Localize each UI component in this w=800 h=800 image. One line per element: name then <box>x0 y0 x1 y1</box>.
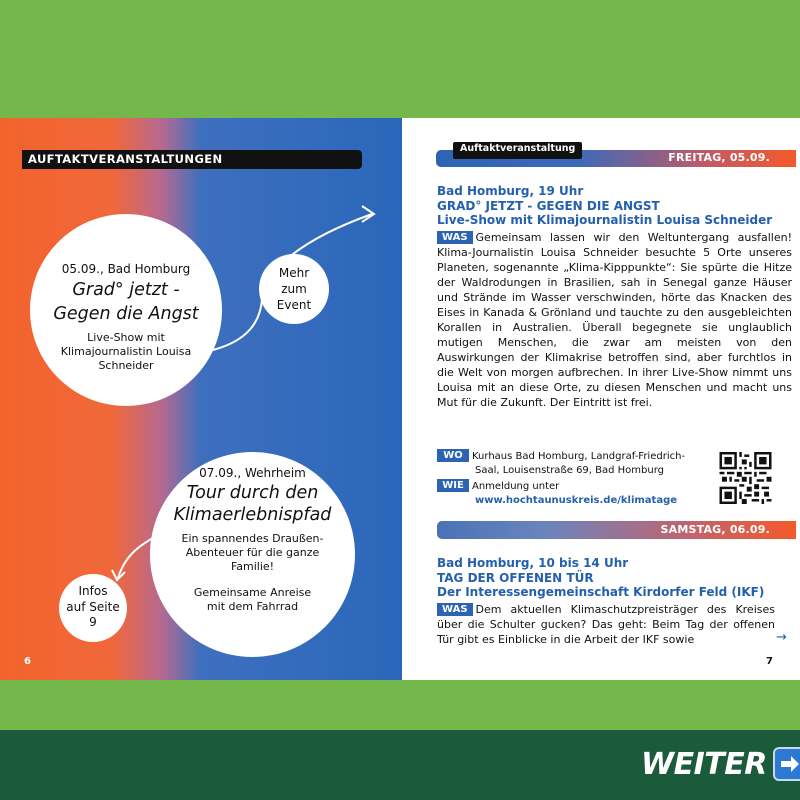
event2-circle <box>150 452 355 657</box>
wo-tag: WO <box>437 449 469 462</box>
event1-heading-title: GRAD° JETZT - GEGEN DIE ANGST <box>437 198 660 213</box>
event2-heading-location: Bad Homburg, 10 bis 14 Uhr <box>437 556 629 570</box>
weiter-label: WEITER <box>641 746 767 782</box>
event2-title: Tour durch den Klimaerlebnispfad <box>173 483 332 525</box>
event2-description: WAS Dem aktuellen Klimaschutzpreisträger des Kreises über die Schulter gucken? Das geht: Beim Tag der offenen Tür gibt es Einblicke in die Arbeit der IKF sowie <box>437 602 775 646</box>
more-event-bubble[interactable]: Mehr zum Event <box>259 254 329 324</box>
event1-details <box>437 184 792 410</box>
weiter-button[interactable] <box>641 744 800 784</box>
was-tag: WAS <box>437 231 473 244</box>
tag-auftaktveranstaltung: Auftaktveranstaltung <box>453 142 582 159</box>
was-tag-2: WAS <box>437 603 473 616</box>
info-page-bubble[interactable]: Infos auf Seite 9 <box>59 574 127 642</box>
page-number-right: 7 <box>766 656 773 667</box>
event1-subtitle: Live-Show mit Klimajournalistin Louisa Schneider <box>60 331 192 372</box>
event2-details <box>437 556 792 647</box>
event1-description: WAS Gemeinsam lassen wir den Weltuntergang ausfallen! Klima-Journalistin Louisa Schneider besuchte 5 Orte unseres Planeten, sogenannte „Klima-Kipppunkte“: Sie spürte die Hitze der Waldrodungen in Brasilien, sah in Senegal ganze Häuser und Strände im Wasser verschwinden, hörte das Knacken des Eises in Kanada & Grönland und tauchte zu den ausgebleichten Korallen in Australien. Überall begegnete sie unglaublich mutigen Menschen, die zwar am meisten von den Auswirkungen der Klimakrise betroffen sind, aber furchtlos in die Welt von morgen aufbrechen. In ihrer Live-Show nimmt uns Louisa mit an diese Orte, zu diesen Menschen und macht uns Mut für die Zukunft. Der Eintritt ist frei. <box>437 230 792 409</box>
date-friday: FREITAG, 05.09. <box>668 151 770 164</box>
wie-tag: WIE <box>437 479 469 492</box>
event1-title: Grad° jetzt - Gegen die Angst <box>53 280 199 324</box>
arrow-right-icon: → <box>776 630 787 645</box>
event2-date: 07.09., Wehrheim <box>199 466 306 480</box>
event1-circle <box>30 214 222 406</box>
qr-code-icon[interactable] <box>718 452 773 504</box>
arrow-right-icon <box>773 747 800 781</box>
arrowhead-right-icon <box>362 206 374 222</box>
page-number-left: 6 <box>24 656 31 667</box>
event2-heading-title: TAG DER OFFENEN TÜR <box>437 570 594 585</box>
date-saturday: SAMSTAG, 06.09. <box>660 523 770 536</box>
event1-date: 05.09., Bad Homburg <box>61 262 191 276</box>
event1-heading-subtitle: Live-Show mit Klimajournalistin Louisa Schneider <box>437 213 773 227</box>
wie-row: WIE Anmeldung unter www.hochtaunuskreis.de/klimatage <box>437 479 677 508</box>
registration-link[interactable]: www.hochtaunuskreis.de/klimatage <box>475 495 678 506</box>
section-bar: AUFTAKTVERANSTALTUNGEN <box>22 150 362 169</box>
event2-heading-subtitle: Der Interessengemeinschaft Kirdorfer Feld (IKF) <box>437 585 765 599</box>
event2-note: Gemeinsame Anreise mit dem Fahrrad <box>193 586 312 613</box>
wo-row: WO Kurhaus Bad Homburg, Landgraf-Friedrich- Saal, Louisenstraße 69, Bad Homburg <box>437 449 685 478</box>
event1-heading-location: Bad Homburg, 19 Uhr <box>437 184 584 198</box>
event2-subtitle: Ein spannendes Draußen- Abenteuer für die ganze Familie! <box>181 532 324 573</box>
